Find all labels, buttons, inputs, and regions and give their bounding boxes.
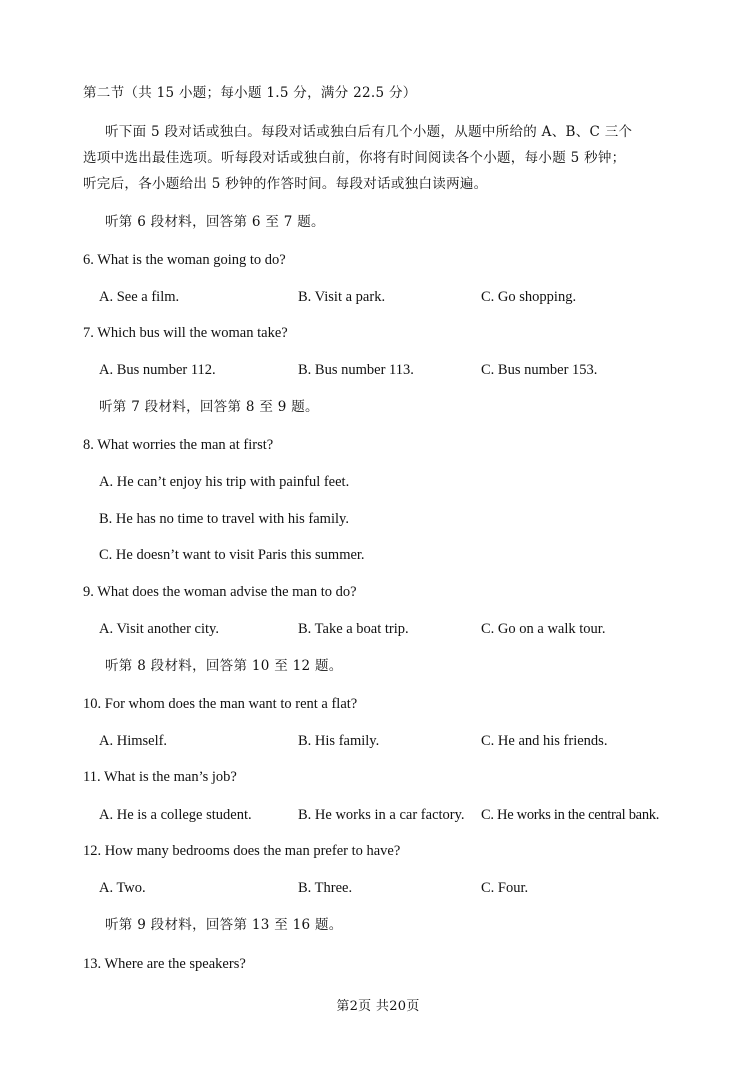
section-header: 第二节（共 15 小题；每小题 1.5 分，满分 22.5 分）: [83, 85, 417, 101]
question-12-option-a: A. Two.: [99, 880, 146, 896]
question-10-option-a: A. Himself.: [99, 733, 168, 749]
question-6-stem: 6. What is the woman going to do?: [83, 252, 286, 268]
question-6-option-b: B. Visit a park.: [298, 289, 386, 305]
question-8-stem: 8. What worries the man at first?: [83, 437, 274, 453]
question-8-option-b: B. He has no time to travel with his family.: [99, 511, 349, 527]
page-footer: 第2页 共20页: [336, 999, 420, 1014]
question-9-stem: 9. What does the woman advise the man to do?: [83, 584, 357, 600]
question-9-option-b: B. Take a boat trip.: [298, 621, 409, 637]
material-6-heading: 听第 6 段材料，回答第 6 至 7 题。: [105, 214, 325, 230]
question-9-option-c: C. Go on a walk tour.: [481, 621, 606, 637]
question-7-stem: 7. Which bus will the woman take?: [83, 325, 288, 341]
material-9-heading: 听第 9 段材料，回答第 13 至 16 题。: [105, 917, 343, 933]
question-7-option-b: B. Bus number 113.: [298, 362, 414, 378]
question-11-stem: 11. What is the man’s job?: [83, 769, 237, 785]
question-6-option-c: C. Go shopping.: [481, 289, 577, 305]
question-8-option-a: A. He can’t enjoy his trip with painful feet.: [99, 474, 350, 490]
question-11-option-a: A. He is a college student.: [99, 807, 252, 823]
instruction-line-1: 听下面 5 段对话或独白。每段对话或独白后有几个小题，从题中所给的 A、B、C 三个: [105, 124, 633, 140]
question-7-option-c: C. Bus number 153.: [481, 362, 598, 378]
material-7-heading: 听第 7 段材料，回答第 8 至 9 题。: [99, 399, 319, 415]
question-10-option-c: C. He and his friends.: [481, 733, 608, 749]
question-7-option-a: A. Bus number 112.: [99, 362, 216, 378]
instruction-line-3: 听完后，各小题给出 5 秒钟的作答时间。每段对话或独白读两遍。: [83, 176, 488, 192]
question-6-option-a: A. See a film.: [99, 289, 180, 305]
question-12-stem: 12. How many bedrooms does the man prefer to have?: [83, 843, 401, 859]
question-12-option-b: B. Three.: [298, 880, 353, 896]
material-8-heading: 听第 8 段材料，回答第 10 至 12 题。: [105, 658, 343, 674]
question-13-stem: 13. Where are the speakers?: [83, 956, 246, 972]
question-8-option-c: C. He doesn’t want to visit Paris this summer.: [99, 547, 365, 563]
question-10-option-b: B. His family.: [298, 733, 380, 749]
question-12-option-c: C. Four.: [481, 880, 529, 896]
question-11-option-b: B. He works in a car factory.: [298, 807, 465, 823]
question-10-stem: 10. For whom does the man want to rent a flat?: [83, 696, 358, 712]
instruction-line-2: 选项中选出最佳选项。听每段对话或独白前，你将有时间阅读各个小题，每小题 5 秒钟；: [83, 150, 626, 166]
question-11-option-c: C. He works in the central bank.: [481, 807, 660, 823]
question-9-option-a: A. Visit another city.: [99, 621, 219, 637]
